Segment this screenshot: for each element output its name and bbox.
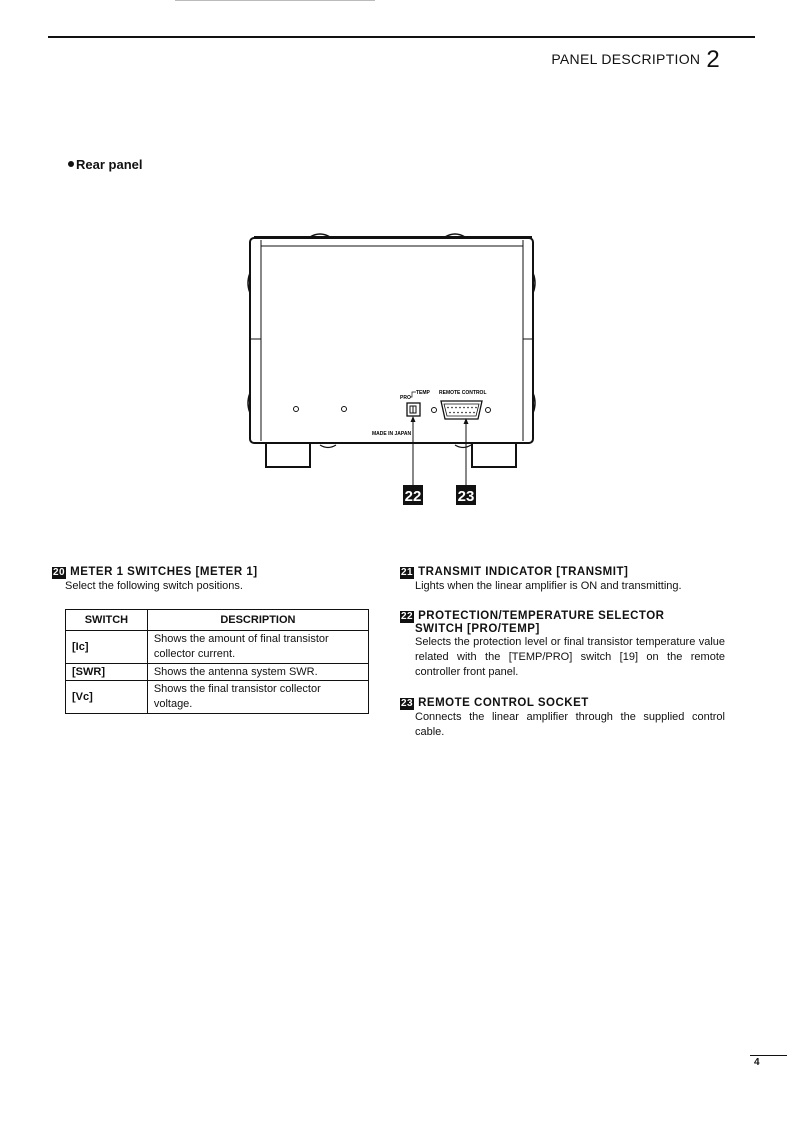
section-number-badge: 20 (53, 567, 66, 578)
table-header-switch: SWITCH (66, 610, 148, 631)
chapter-number: 2 (706, 46, 720, 73)
temp-label: TEMP (416, 390, 430, 396)
protection-title: 22 PROTECTION/TEMPERATURE SELECTOR (401, 610, 665, 622)
protection-title-line2: SWITCH [PRO/TEMP] (415, 623, 540, 635)
remote-section (400, 697, 725, 740)
left-foot (266, 443, 310, 467)
rear-panel-figure (240, 228, 540, 518)
bullet-icon (68, 161, 74, 167)
svg-text:23: 23 (457, 488, 475, 505)
remote-title: 23 REMOTE CONTROL SOCKET (401, 697, 589, 709)
cabinet-outline (250, 238, 533, 443)
page-number-rule (750, 1055, 787, 1056)
switch-table (65, 609, 369, 714)
page-header (551, 46, 720, 74)
rear-panel-subheading: Rear panel (68, 157, 142, 172)
page-number: 4 (754, 1057, 760, 1068)
meter-title: 20 METER 1 SWITCHES [METER 1] (53, 566, 258, 578)
table-row: [Ic] Shows the amount of final transistor collector current. (66, 631, 369, 664)
transmit-section (400, 566, 725, 594)
remote-body: Connects the linear amplifier through the supplied control cable. (415, 711, 725, 738)
remote-control-label: REMOTE CONTROL (439, 390, 487, 396)
table-header-description: DESCRIPTION (147, 610, 368, 631)
svg-text:22: 22 (404, 488, 422, 505)
made-in-label: MADE IN JAPAN (372, 431, 412, 437)
right-foot (472, 443, 516, 467)
pro-label: PRO (400, 395, 411, 401)
transmit-title: 21 TRANSMIT INDICATOR [TRANSMIT] (401, 566, 629, 578)
meter-section (52, 566, 372, 594)
transmit-body: Lights when the linear amplifier is ON and transmitting. (415, 580, 682, 592)
table-row: [SWR] Shows the antenna system SWR. (66, 664, 369, 681)
header-title: PANEL DESCRIPTION (551, 51, 701, 67)
protection-section (400, 610, 725, 680)
table-row: [Vc] Shows the final transistor collector voltage. (66, 681, 369, 714)
top-faint-rule (175, 0, 375, 1)
meter-body: Select the following switch positions. (65, 580, 243, 592)
protection-body: Selects the protection level or final transistor temperature value related with the [TEMP/PRO] switch [19] on the remote controller front panel. (415, 636, 725, 678)
header-rule (48, 36, 755, 38)
